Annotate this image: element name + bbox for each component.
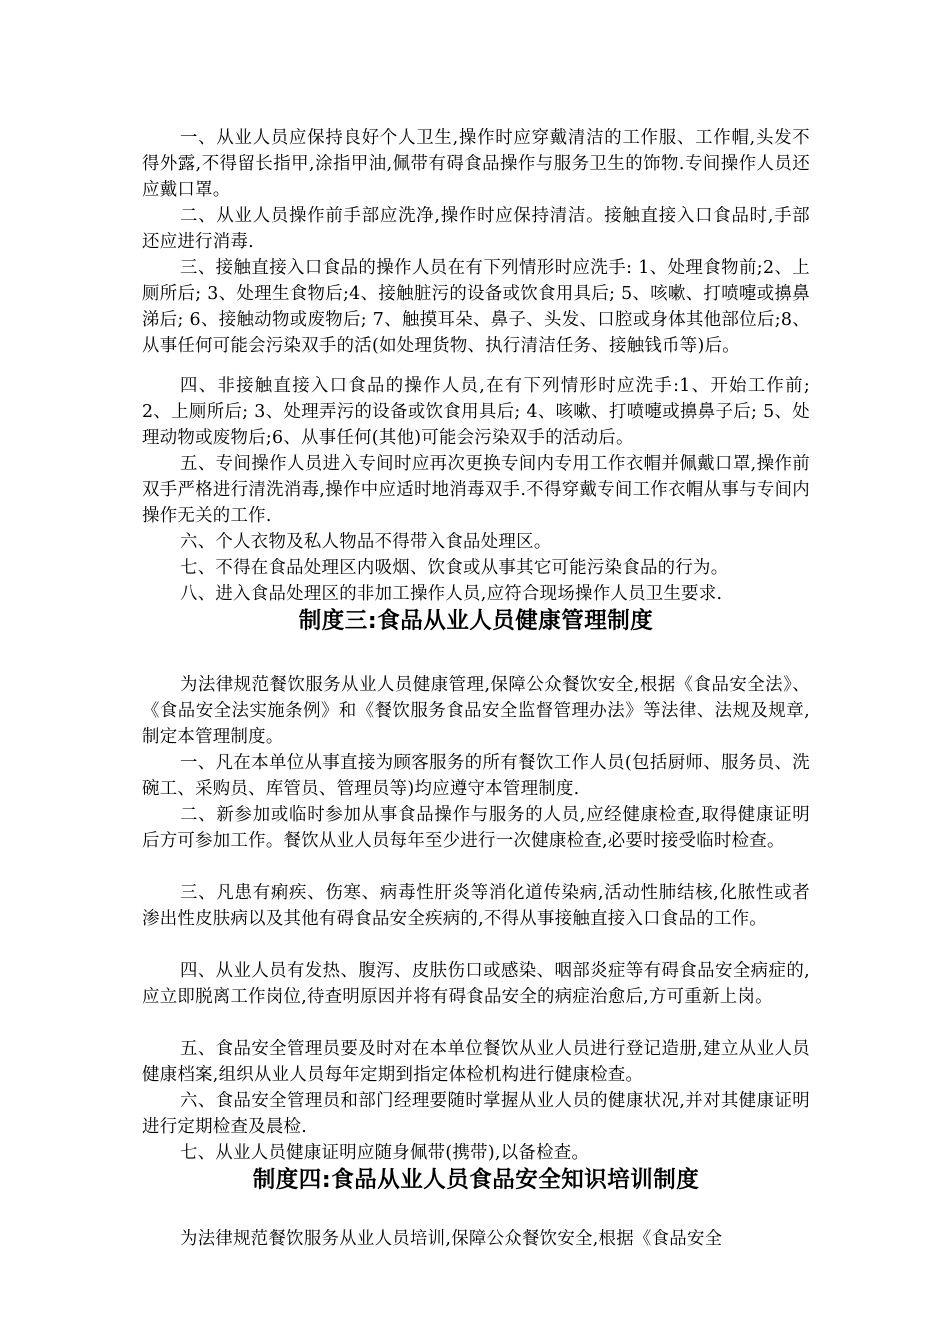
rule-paragraph-2: 二、从业人员操作前手部应洗净,操作时应保持清洁。接触直接入口食品时,手部还应进行消毒.: [142, 206, 810, 252]
health-paragraph-2: 二、新参加或临时参加从事食品操作与服务的人员,应经健康检查,取得健康证明后方可参加工作。餐饮从业人员每年至少进行一次健康检查,必要时接受临时检查。: [142, 805, 810, 851]
health-paragraph-intro: 为法律规范餐饮服务从业人员健康管理,保障公众餐饮安全,根据《食品安全法》、《食品安全法实施条例》和《餐饮服务食品安全监督管理办法》等法律、法规及规章,制定本管理制度。: [142, 675, 810, 747]
health-paragraph-4: 四、从业人员有发热、腹泻、皮肤伤口或感染、咽部炎症等有碍食品安全病症的,应立即脱离工作岗位,待查明原因并将有碍食品安全的病症治愈后,方可重新上岗。: [142, 961, 810, 1007]
section-heading-health: 制度三:食品从业人员健康管理制度: [298, 608, 654, 634]
rule-paragraph-5: 五、专间操作人员进入专间时应再次更换专间内专用工作衣帽并佩戴口罩,操作前双手严格进行清洗消毒,操作中应适时地消毒双手.不得穿戴专间工作衣帽从事与专间内操作无关的工作.: [142, 454, 810, 526]
rule-paragraph-7: 七、不得在食品处理区内吸烟、饮食或从事其它可能污染食品的行为。: [180, 558, 729, 578]
health-paragraph-3: 三、凡患有痢疾、伤寒、病毒性肝炎等消化道传染病,活动性肺结核,化脓性或者渗出性皮肤病以及其他有碍食品安全疾病的,不得从事接触直接入口食品的工作。: [142, 883, 810, 929]
rule-paragraph-4: 四、非接触直接入口食品的操作人员,在有下列情形时应洗手:1、开始工作前; 2、上厕所后; 3、处理弄污的设备或饮食用具后; 4、咳嗽、打喷嚏或擤鼻子后; 5、处理动物或废物后;6、从事任何(其他)可能会污染双手的活动后。: [142, 376, 810, 448]
rule-paragraph-1: 一、从业人员应保持良好个人卫生,操作时应穿戴清洁的工作服、工作帽,头发不得外露,不得留长指甲,涂指甲油,佩带有碍食品操作与服务卫生的饰物.专间操作人员还应戴口罩。: [142, 128, 810, 200]
health-paragraph-6: 六、食品安全管理员和部门经理要随时掌握从业人员的健康状况,并对其健康证明进行定期检查及晨检.: [142, 1091, 810, 1137]
health-paragraph-1: 一、凡在本单位从事直接为顾客服务的所有餐饮工作人员(包括厨师、服务员、洗碗工、采购员、库管员、管理员等)均应遵守本管理制度.: [142, 753, 810, 799]
rule-paragraph-3: 三、接触直接入口食品的操作人员在有下列情形时应洗手: 1、处理食物前;2、上厕所后; 3、处理生食物后;4、接触脏污的设备或饮食用具后; 5、咳嗽、打喷嚏或擤鼻涕后; 6、接触动物或废物后; 7、触摸耳朵、鼻子、头发、口腔或身体其他部位后;8、从事任何可能会污染双手的活(如处理货物、执行清洁任务、接触钱币等)后。: [142, 258, 810, 356]
health-paragraph-7: 七、从业人员健康证明应随身佩带(携带),以备检查。: [180, 1143, 590, 1163]
section-heading-training: 制度四:食品从业人员食品安全知识培训制度: [252, 1167, 700, 1193]
training-paragraph-intro: 为法律规范餐饮服务从业人员培训,保障公众餐饮安全,根据《食品安全: [180, 1229, 723, 1249]
health-paragraph-5: 五、食品安全管理员要及时对在本单位餐饮从业人员进行登记造册,建立从业人员健康档案,组织从业人员每年定期到指定体检机构进行健康检查。: [142, 1039, 810, 1085]
rule-paragraph-8: 八、进入食品处理区的非加工操作人员,应符合现场操作人员卫生要求.: [180, 584, 723, 604]
rule-paragraph-6: 六、个人衣物及私人物品不得带入食品处理区。: [180, 532, 552, 552]
